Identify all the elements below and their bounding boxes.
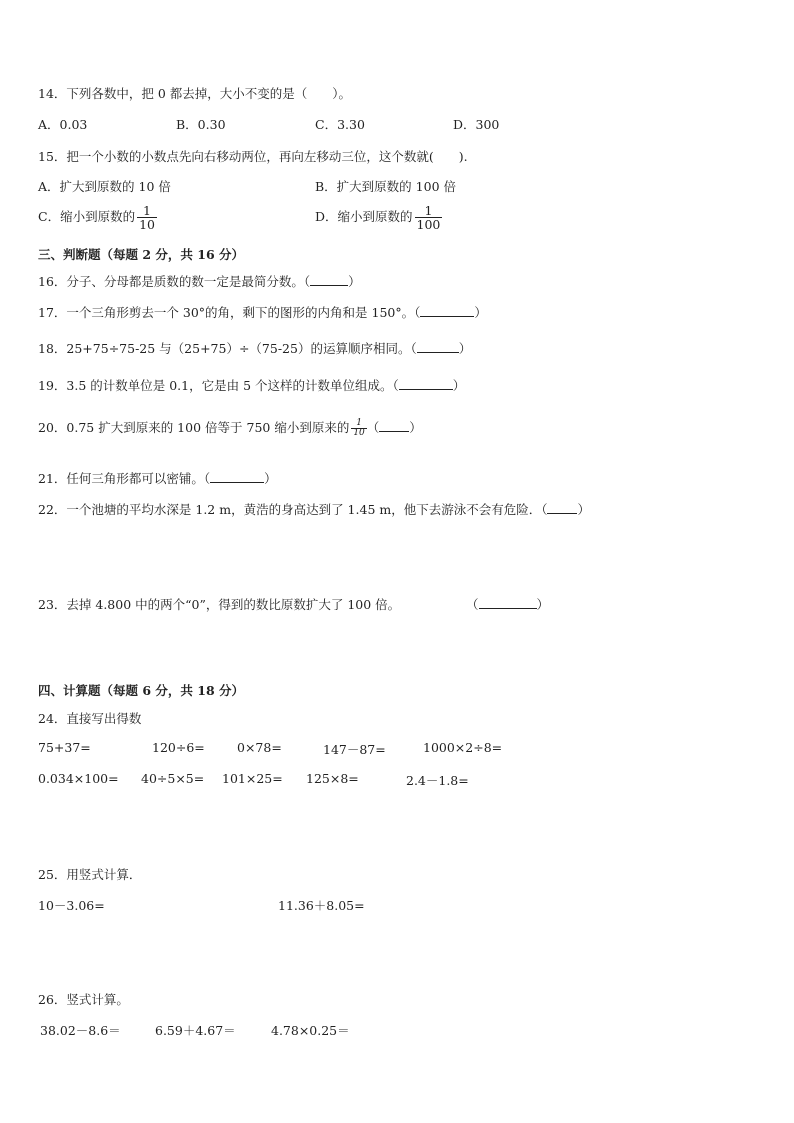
q24-expr: 1000×2÷8= xyxy=(423,740,503,755)
q14-option-d: D．300 xyxy=(453,117,500,132)
q14-option-c: C．3.30 xyxy=(315,117,365,132)
answer-blank[interactable] xyxy=(420,307,474,317)
answer-blank[interactable] xyxy=(417,343,459,353)
q22-close: ） xyxy=(577,502,590,517)
q23-open: （ xyxy=(466,597,479,612)
q25-expr: 10－3.06= xyxy=(38,898,105,913)
answer-blank[interactable] xyxy=(479,599,537,609)
q15-option-c-label: C．缩小到原数的 xyxy=(38,209,136,225)
q24-expr: 0.034×100= xyxy=(38,771,119,786)
q18-text: 18．25+75÷75-25 与（25+75）÷（75-25）的运算顺序相同。（ xyxy=(38,341,417,356)
q24-expr: 101×25= xyxy=(222,771,283,786)
q24-expr: 147－87= xyxy=(323,742,386,757)
answer-blank[interactable] xyxy=(547,504,577,514)
fraction-numerator: 1 xyxy=(351,419,366,429)
q19-close: ） xyxy=(452,378,466,393)
fraction-denominator: 10 xyxy=(353,428,365,438)
fraction-numerator: 1 xyxy=(415,204,443,218)
question-26-stem: 26．竖式计算。 xyxy=(38,992,129,1007)
q18-close: ） xyxy=(458,341,472,356)
section-3-title: 三、判断题（每题 2 分，共 16 分） xyxy=(38,247,245,262)
q24-expr: 40÷5×5= xyxy=(141,771,205,786)
question-25-stem: 25．用竖式计算． xyxy=(38,867,142,882)
q16-close: ） xyxy=(348,274,361,289)
q19-text: 19．3.5 的计数单位是 0.1，它是由 5 个这样的计数单位组成。（ xyxy=(38,378,399,393)
question-20 xyxy=(38,418,422,438)
fraction-denominator: 10 xyxy=(139,217,155,233)
q17-close: ） xyxy=(474,305,487,320)
fraction-one-tenth xyxy=(137,204,157,231)
q14-option-b: B．0.30 xyxy=(176,117,226,132)
q26-expr: 4.78×0.25＝ xyxy=(271,1023,350,1038)
q26-expr: 6.59＋4.67＝ xyxy=(155,1023,236,1038)
answer-blank[interactable] xyxy=(379,422,409,432)
q24-expr: 120÷6= xyxy=(152,740,205,755)
question-23: 23．去掉 4.800 中的两个“0”，得到的数比原数扩大了 100 倍。 xyxy=(38,597,401,612)
question-23-answer xyxy=(466,595,549,613)
q17-text: 17．一个三角形剪去一个 30°的角，剩下的图形的内角和是 150°。（ xyxy=(38,305,421,320)
q14-option-a: A．0.03 xyxy=(38,117,88,132)
q21-text: 21．任何三角形都可以密铺。（ xyxy=(38,471,211,486)
q25-expr: 11.36＋8.05= xyxy=(278,898,365,913)
question-24-stem: 24．直接写出得数 xyxy=(38,711,142,726)
q20-close: ） xyxy=(409,420,422,435)
question-18 xyxy=(38,339,471,357)
answer-blank[interactable] xyxy=(210,473,264,483)
fraction-numerator: 1 xyxy=(137,204,157,218)
q24-expr: 0×78= xyxy=(237,740,282,755)
answer-blank[interactable] xyxy=(399,380,453,390)
q16-text: 16．分子、分母都是质数的数一定是最简分数。（ xyxy=(38,274,311,289)
q24-expr: 2.4－1.8= xyxy=(406,773,469,788)
question-17 xyxy=(38,303,487,321)
section-4-title: 四、计算题（每题 6 分，共 18 分） xyxy=(38,683,245,698)
question-19 xyxy=(38,376,465,394)
q23-close: ） xyxy=(536,597,550,612)
answer-blank[interactable] xyxy=(310,276,348,286)
fraction-one-tenth xyxy=(351,419,366,439)
q15-option-d xyxy=(315,204,442,231)
question-22 xyxy=(38,500,590,518)
question-21 xyxy=(38,469,277,487)
q22-text: 22．一个池塘的平均水深是 1.2 m，黄浩的身高达到了 1.45 m，他下去游泳不会有危险．（ xyxy=(38,502,548,517)
q15-option-d-label: D．缩小到原数的 xyxy=(315,209,413,225)
question-16 xyxy=(38,272,361,290)
q15-option-a: A．扩大到原数的 10 倍 xyxy=(38,179,171,194)
q20-open: （ xyxy=(366,420,380,435)
q20-text: 20．0.75 扩大到原来的 100 倍等于 750 缩小到原来的 xyxy=(38,420,350,435)
fraction-one-hundredth xyxy=(415,204,443,231)
q15-option-b: B．扩大到原数的 100 倍 xyxy=(315,179,456,194)
q24-expr: 75+37= xyxy=(38,740,91,755)
q24-expr: 125×8= xyxy=(306,771,359,786)
q26-expr: 38.02－8.6＝ xyxy=(40,1023,121,1038)
q21-close: ） xyxy=(264,471,277,486)
fraction-denominator: 100 xyxy=(416,217,441,233)
question-14-stem: 14．下列各数中，把 0 都去掉，大小不变的是（ ）。 xyxy=(38,86,352,101)
q15-option-c xyxy=(38,204,157,231)
question-15-stem: 15．把一个小数的小数点先向右移动两位，再向左移动三位，这个数就( ). xyxy=(38,149,468,164)
